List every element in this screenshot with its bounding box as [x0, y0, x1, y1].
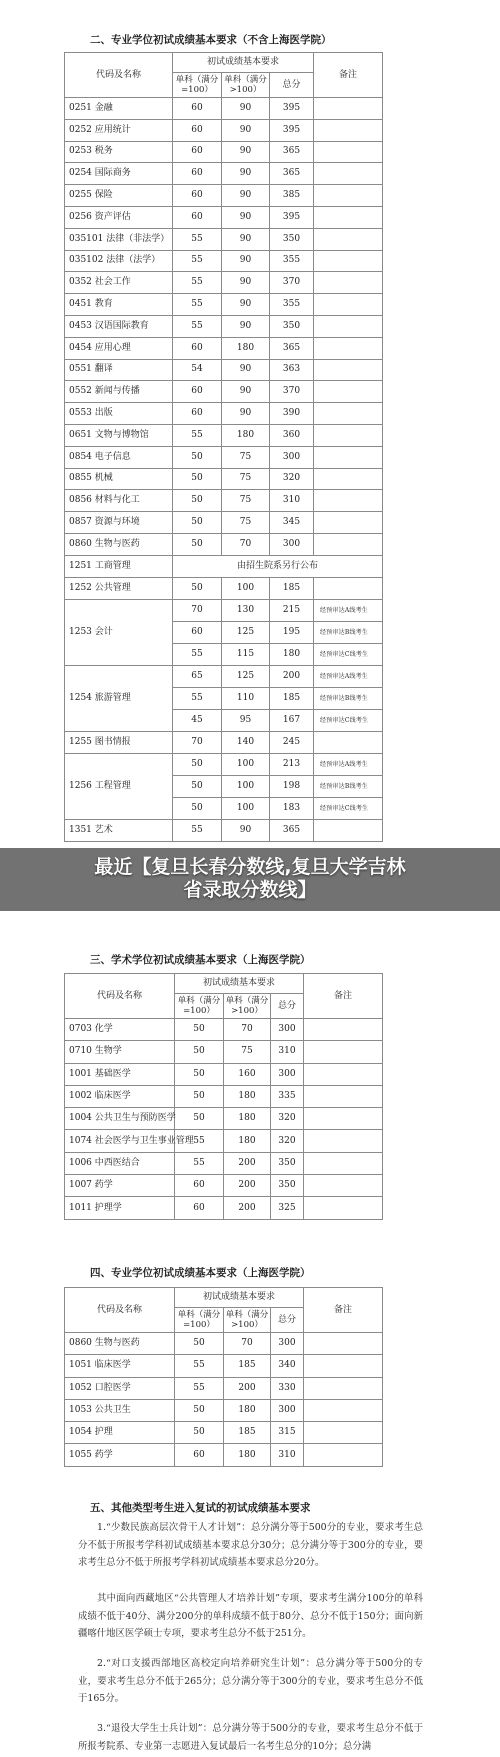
cell-note [314, 98, 383, 120]
cell-single-100plus: 160 [224, 1063, 271, 1085]
cell-note [314, 119, 383, 141]
cell-total: 350 [271, 1152, 304, 1174]
header-single-100plus: 单科（满分>100） [224, 1308, 271, 1333]
section2-table: 代码及名称 初试成绩基本要求 备注 单科（满分=100） 单科（满分>100） 总分 0251 金融 60 90 395 0252 应用统计 60 90 395 0253 税务 60 90 365 0254 国际商务 60 90 365 0255 保险 60 90 385 0256 资产评估 60 90 395 035101 法律（非法学） 55 90 350 035102 法律（法学） 55 90 355 0352 社会工作 55 90 370 0451 教育 55 90 355 0453 汉语国际教育 55 90 350 0454 应用心理 60 180 365 0551 翻译 54 90 363 0552 新闻与传播 60 90 370 0553 出版 60 90 390 0651 文物与博物馆 55 180 360 0854 电子信息 50 75 300 0855 机械 50 75 320 0856 材料与化工 50 75 310 0857 资源与环境 50 75 345 0860 生物与医药 50 70 300 1251 工商管理 由招生院系另行公布 1252 公共管理 50 100 185 1253 会计 70 130 215 经预审达A线考生 60 125 195 经预审达B线考生 55 115 180 经预审达C线考生 1254 旅游管理 65 125 200 经预审达A线考生 55 110 185 经预审达B线考生 45 95 167 经预审达C线考生 1255 图书情报 70 140 245 1256 工程管理 50 100 213 经预审达A线考生 50 100 198 经预审达B线考生 50 100 183 经预审达C线考生 1351 艺术 55 90 365 [64, 52, 383, 842]
cell-note: 经预审达B线考生 [314, 687, 383, 709]
header-total: 总分 [271, 1308, 304, 1333]
row-name: 035102 法律（法学） [65, 250, 173, 272]
row-name: 0251 金融 [65, 98, 173, 120]
cell-note [314, 446, 383, 468]
table-row [65, 1333, 383, 1355]
header-group: 初试成绩基本要求 [173, 53, 314, 73]
cell-single-100plus: 90 [222, 250, 270, 272]
cell-note [314, 403, 383, 425]
row-name: 0860 生物与医药 [65, 1333, 175, 1355]
row-name: 0651 文物与博物馆 [65, 424, 173, 446]
row-name: 1351 艺术 [65, 819, 173, 841]
header-note: 备注 [304, 974, 383, 1019]
table-row [65, 381, 383, 403]
overlay-banner-text [0, 856, 500, 902]
cell-note [314, 294, 383, 316]
table-row [65, 403, 383, 425]
cell-total: 300 [271, 1063, 304, 1085]
cell-single-100: 50 [175, 1063, 224, 1085]
table-row [65, 1063, 383, 1085]
cell-total: 385 [270, 185, 314, 207]
cell-total: 360 [270, 424, 314, 446]
cell-single-100plus: 90 [222, 403, 270, 425]
row-name: 0552 新闻与传播 [65, 381, 173, 403]
cell-note [304, 1041, 383, 1063]
table-row [65, 272, 383, 294]
cell-single-100plus: 185 [224, 1355, 271, 1377]
cell-single-100plus: 200 [224, 1175, 271, 1197]
banner-line-2: 省录取分数线】 [183, 879, 317, 901]
table-row [65, 206, 383, 228]
cell-single-100: 55 [173, 315, 222, 337]
cell-single-100plus: 75 [222, 512, 270, 534]
cell-single-100: 50 [175, 1019, 224, 1041]
cell-note [314, 228, 383, 250]
cell-note [304, 1175, 383, 1197]
table-row [65, 533, 383, 555]
cell-single-100: 60 [173, 206, 222, 228]
cell-total: 315 [271, 1422, 304, 1444]
cell-single-100plus: 75 [222, 446, 270, 468]
cell-total: 300 [270, 446, 314, 468]
header-single-100: 单科（满分=100） [175, 1308, 224, 1333]
row-name: 0710 生物学 [65, 1041, 175, 1063]
mba-text: 由招生院系另行公布 [173, 555, 383, 577]
cell-single-100: 50 [173, 468, 222, 490]
cell-total: 310 [271, 1444, 304, 1466]
cell-single-100: 55 [175, 1130, 224, 1152]
cell-single-100: 55 [175, 1152, 224, 1174]
cell-note [304, 1422, 383, 1444]
cell-total: 310 [271, 1041, 304, 1063]
header-note: 备注 [314, 53, 383, 98]
row-name: 0252 应用统计 [65, 119, 173, 141]
cell-total: 340 [271, 1355, 304, 1377]
section3-title: 三、学术学位初试成绩基本要求（上海医学院） [90, 954, 311, 966]
cell-note [314, 468, 383, 490]
table-row [65, 228, 383, 250]
cell-note [304, 1152, 383, 1174]
cell-note [314, 359, 383, 381]
section4-table [64, 1287, 383, 1467]
header-single-100plus: 单科（满分>100） [224, 994, 271, 1019]
row-name: 1256 工程管理 [65, 753, 173, 819]
cell-single-100: 50 [173, 446, 222, 468]
row-name: 1074 社会医学与卫生事业管理 [65, 1130, 175, 1152]
cell-total: 350 [270, 228, 314, 250]
cell-total: 395 [270, 206, 314, 228]
header-single-100: 单科（满分=100） [173, 73, 222, 98]
banner-line-1: 最近【复旦长春分数线,复旦大学吉林 [94, 856, 406, 878]
cell-single-100plus: 90 [222, 141, 270, 163]
row-name: 1051 临床医学 [65, 1355, 175, 1377]
cell-single-100plus: 90 [222, 272, 270, 294]
cell-note [304, 1108, 383, 1130]
cell-total: 365 [270, 141, 314, 163]
cell-total: 350 [270, 315, 314, 337]
cell-total: 365 [270, 337, 314, 359]
cell-single-100plus: 90 [222, 315, 270, 337]
cell-single-100plus: 70 [224, 1333, 271, 1355]
row-name: 1055 药学 [65, 1444, 175, 1466]
header-single-100: 单科（满分=100） [175, 994, 224, 1019]
table-row [65, 490, 383, 512]
cell-note [314, 163, 383, 185]
cell-single-100: 50 [173, 533, 222, 555]
cell-single-100: 60 [173, 98, 222, 120]
cell-total: 320 [271, 1130, 304, 1152]
table-row [65, 315, 383, 337]
table-row [65, 446, 383, 468]
cell-note [304, 1399, 383, 1421]
cell-single-100: 60 [173, 163, 222, 185]
cell-total: 395 [270, 98, 314, 120]
cell-single-100plus: 90 [222, 381, 270, 403]
cell-note: 经预审达C线考生 [314, 797, 383, 819]
row-name: 0551 翻译 [65, 359, 173, 381]
header-single-100plus: 单科（满分>100） [222, 73, 270, 98]
cell-note [314, 272, 383, 294]
cell-single-100: 50 [175, 1422, 224, 1444]
table-row [65, 141, 383, 163]
table-row [65, 1399, 383, 1421]
cell-note [304, 1377, 383, 1399]
row-name: 0857 资源与环境 [65, 512, 173, 534]
cell-note: 经预审达B线考生 [314, 775, 383, 797]
cell-single-100: 50 [175, 1333, 224, 1355]
row-name: 0553 出版 [65, 403, 173, 425]
row-name: 0856 材料与化工 [65, 490, 173, 512]
cell-single-100plus: 75 [222, 468, 270, 490]
cell-note: 经预审达A线考生 [314, 665, 383, 687]
table-row [65, 163, 383, 185]
cell-single-100: 60 [173, 185, 222, 207]
header-group: 初试成绩基本要求 [175, 1288, 304, 1308]
cell-single-100: 55 [173, 424, 222, 446]
cell-note [314, 185, 383, 207]
table-row [65, 294, 383, 316]
cell-total: 345 [270, 512, 314, 534]
cell-total: 325 [271, 1197, 304, 1219]
cell-total: 395 [270, 119, 314, 141]
cell-note [304, 1333, 383, 1355]
cell-single-100: 54 [173, 359, 222, 381]
cell-single-100plus: 180 [224, 1108, 271, 1130]
table-row [65, 359, 383, 381]
row-name: 1252 公共管理 [65, 577, 173, 599]
cell-single-100plus: 90 [222, 163, 270, 185]
cell-single-100plus: 100 [222, 577, 270, 599]
row-name: 1001 基础医学 [65, 1063, 175, 1085]
table-row [65, 250, 383, 272]
cell-total: 300 [271, 1399, 304, 1421]
cell-single-100: 55 [173, 272, 222, 294]
table-row [65, 1130, 383, 1152]
cell-single-100plus: 90 [222, 185, 270, 207]
row-name: 0352 社会工作 [65, 272, 173, 294]
cell-single-100plus: 75 [222, 490, 270, 512]
cell-single-100plus: 75 [224, 1041, 271, 1063]
cell-total: 363 [270, 359, 314, 381]
cell-single-100plus: 180 [224, 1085, 271, 1107]
cell-total: 390 [270, 403, 314, 425]
row-name: 0855 机械 [65, 468, 173, 490]
cell-total: 320 [270, 468, 314, 490]
cell-single-100plus: 180 [224, 1399, 271, 1421]
cell-single-100plus: 180 [222, 424, 270, 446]
row-name: 0854 电子信息 [65, 446, 173, 468]
cell-note [304, 1085, 383, 1107]
table-row [65, 424, 383, 446]
cell-single-100plus: 90 [222, 119, 270, 141]
table-row [65, 1019, 383, 1041]
row-name: 0451 教育 [65, 294, 173, 316]
header-code-name: 代码及名称 [65, 1288, 175, 1333]
cell-single-100plus: 180 [224, 1130, 271, 1152]
cell-single-100plus: 90 [222, 359, 270, 381]
cell-total: 300 [271, 1333, 304, 1355]
cell-total: 370 [270, 272, 314, 294]
cell-single-100plus: 180 [222, 337, 270, 359]
cell-single-100plus: 185 [224, 1422, 271, 1444]
cell-single-100: 50 [175, 1108, 224, 1130]
table-row [65, 1108, 383, 1130]
cell-note [304, 1130, 383, 1152]
cell-total: 300 [270, 533, 314, 555]
paragraph: 3.“退役大学生士兵计划”：总分满分等于500分的专业，要求考生总分不低于所报考院系、专业第一志愿进入复试最后一名考生总分的10分；总分满 [78, 1723, 423, 1752]
cell-total: 330 [271, 1377, 304, 1399]
table-row [65, 1355, 383, 1377]
cell-note [314, 490, 383, 512]
cell-note: 经预审达C线考生 [314, 709, 383, 731]
cell-note: 经预审达C线考生 [314, 643, 383, 665]
table-row [65, 468, 383, 490]
cell-single-100: 50 [175, 1041, 224, 1063]
section5-title: 五、其他类型考生进入复试的初试成绩基本要求 [90, 1502, 311, 1514]
cell-single-100: 50 [175, 1399, 224, 1421]
row-name: 1006 中西医结合 [65, 1152, 175, 1174]
row-name: 1004 公共卫生与预防医学 [65, 1108, 175, 1130]
cell-note: 经预审达A线考生 [314, 599, 383, 621]
cell-single-100plus: 90 [222, 228, 270, 250]
cell-note: 经预审达A线考生 [314, 753, 383, 775]
table-row [65, 1444, 383, 1466]
cell-single-100: 60 [175, 1197, 224, 1219]
cell-single-100: 55 [173, 294, 222, 316]
row-name: 0254 国际商务 [65, 163, 173, 185]
table-row [65, 1377, 383, 1399]
header-code-name: 代码及名称 [65, 53, 173, 98]
header-code-name: 代码及名称 [65, 974, 175, 1019]
cell-note: 经预审达B线考生 [314, 621, 383, 643]
cell-single-100: 55 [173, 250, 222, 272]
row-name: 1251 工商管理 [65, 555, 173, 577]
cell-single-100: 50 [173, 577, 222, 599]
table-row [65, 119, 383, 141]
cell-note [314, 381, 383, 403]
row-name: 1254 旅游管理 [65, 665, 173, 731]
cell-single-100: 50 [173, 490, 222, 512]
cell-single-100plus: 90 [222, 206, 270, 228]
row-name: 1253 会计 [65, 599, 173, 665]
header-total: 总分 [270, 73, 314, 98]
cell-single-100: 55 [175, 1377, 224, 1399]
table-row [65, 1197, 383, 1219]
cell-single-100: 55 [173, 228, 222, 250]
section3-table [64, 973, 383, 1220]
row-name: 0860 生物与医药 [65, 533, 173, 555]
cell-note [314, 315, 383, 337]
row-name: 0253 税务 [65, 141, 173, 163]
cell-note [304, 1197, 383, 1219]
cell-single-100plus: 70 [222, 533, 270, 555]
cell-single-100: 60 [173, 119, 222, 141]
cell-single-100plus: 90 [222, 98, 270, 120]
cell-single-100plus: 200 [224, 1377, 271, 1399]
row-name: 1053 公共卫生 [65, 1399, 175, 1421]
cell-total: 355 [270, 294, 314, 316]
cell-note [304, 1019, 383, 1041]
paragraph: 2.“对口支援西部地区高校定向培养研究生计划”：总分满分等于500分的专业，要求考生总分不低于265分；总分满分等于300分的专业，要求考生总分不低于165分。 [78, 1658, 423, 1704]
cell-total: 350 [271, 1175, 304, 1197]
table-row [65, 1085, 383, 1107]
row-name: 0454 应用心理 [65, 337, 173, 359]
header-group: 初试成绩基本要求 [175, 974, 304, 994]
table-row [65, 1422, 383, 1444]
paragraph: 1.“少数民族高层次骨干人才计划”：总分满分等于500分的专业，要求考生总分不低于所报考学科初试成绩基本要求总分30分；总分满分等于300分的专业，要求考生总分不低于所报考学科初试成绩基本要求总分20分。 [78, 1522, 423, 1568]
cell-single-100plus: 180 [224, 1444, 271, 1466]
row-name: 0453 汉语国际教育 [65, 315, 173, 337]
row-name: 1011 护理学 [65, 1197, 175, 1219]
cell-single-100: 60 [173, 141, 222, 163]
cell-single-100: 50 [173, 512, 222, 534]
table-row [65, 337, 383, 359]
header-note: 备注 [304, 1288, 383, 1333]
cell-total: 355 [270, 250, 314, 272]
cell-total: 310 [270, 490, 314, 512]
cell-single-100plus: 200 [224, 1197, 271, 1219]
row-name: 1054 护理 [65, 1422, 175, 1444]
cell-single-100: 60 [173, 381, 222, 403]
cell-single-100plus: 70 [224, 1019, 271, 1041]
table-row [65, 1041, 383, 1063]
cell-note [314, 424, 383, 446]
cell-note [314, 141, 383, 163]
row-name: 0255 保险 [65, 185, 173, 207]
cell-note [314, 512, 383, 534]
cell-total: 300 [271, 1019, 304, 1041]
cell-single-100plus: 200 [224, 1152, 271, 1174]
table-row [65, 512, 383, 534]
cell-note [314, 206, 383, 228]
cell-note [304, 1444, 383, 1466]
cell-total: 335 [271, 1085, 304, 1107]
cell-single-100: 60 [175, 1175, 224, 1197]
header-total: 总分 [271, 994, 304, 1019]
table-row [65, 98, 383, 120]
section4-title: 四、专业学位初试成绩基本要求（上海医学院） [90, 1267, 311, 1279]
cell-note [304, 1355, 383, 1377]
cell-single-100: 60 [173, 337, 222, 359]
table-row [65, 185, 383, 207]
cell-single-100plus: 90 [222, 294, 270, 316]
row-name: 0703 化学 [65, 1019, 175, 1041]
paragraph: 其中面向西藏地区“公共管理人才培养计划”专项，要求考生满分100分的单科成绩不低于40分、满分200分的单科成绩不低于80分、总分不低于150分；面向新疆喀什地区医学硕士专项，要求考生总分不低于251分。 [78, 1593, 423, 1639]
table-row [65, 1175, 383, 1197]
cell-note [314, 337, 383, 359]
cell-single-100: 55 [175, 1355, 224, 1377]
row-name: 1002 临床医学 [65, 1085, 175, 1107]
cell-note [314, 250, 383, 272]
cell-single-100: 50 [175, 1085, 224, 1107]
row-name: 0256 资产评估 [65, 206, 173, 228]
row-name: 1052 口腔医学 [65, 1377, 175, 1399]
cell-single-100: 60 [173, 403, 222, 425]
table-row [65, 1152, 383, 1174]
row-name: 1007 药学 [65, 1175, 175, 1197]
cell-note [304, 1063, 383, 1085]
cell-total: 320 [271, 1108, 304, 1130]
cell-single-100: 60 [175, 1444, 224, 1466]
cell-total: 365 [270, 163, 314, 185]
cell-note [314, 533, 383, 555]
section2-title: 二、专业学位初试成绩基本要求（不含上海医学院） [90, 34, 332, 46]
row-name: 1255 图书情报 [65, 731, 173, 753]
row-name: 035101 法律（非法学） [65, 228, 173, 250]
cell-total: 185 [270, 577, 314, 599]
cell-total: 370 [270, 381, 314, 403]
